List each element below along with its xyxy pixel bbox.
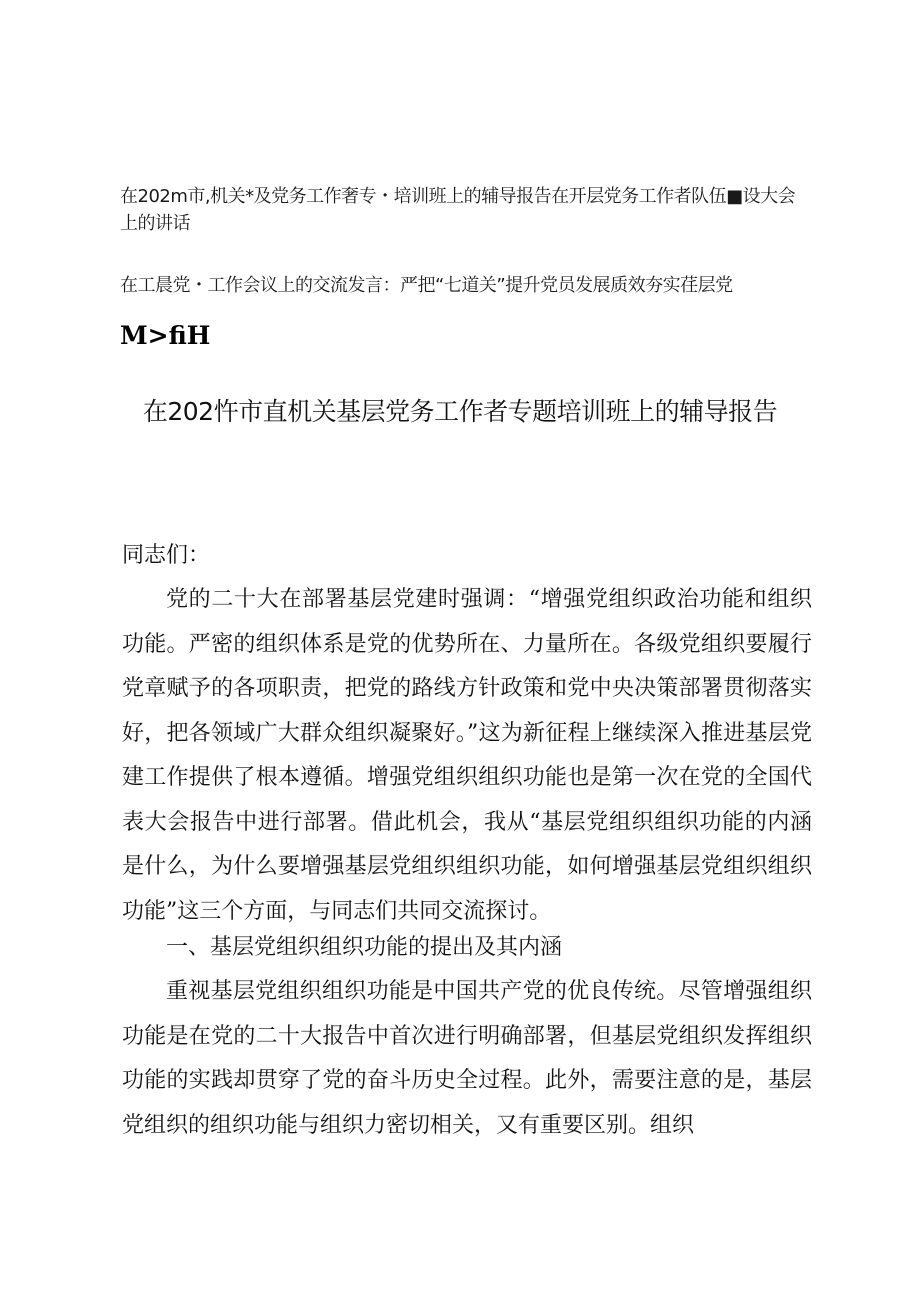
section-heading-1: 一、基层党组织组织功能的提出及其内涵	[166, 935, 563, 960]
body-paragraph-2: 重视基层党组织组织功能是中国共产党的优良传统。尽管增强组织功能是在党的二十大报告中首次进行明确部署，但基层党组织发挥组织功能的实践却贯穿了党的奋斗历史全过程。此外，需要注意的是，基层党组织的组织功能与组织力密切相关，又有重要区别。组织	[122, 979, 812, 1138]
related-article-title-1: 在202m市,机关*及党务工作奢专・培训班上的辅导报告在开层党务工作者队伍■设大会上的讲话	[120, 186, 796, 234]
body-paragraph-1: 党的二十大在部署基层党建时强调：“增强党组织政治功能和组织功能。严密的组织体系是党的优势所在、力量所在。各级党组织要履行党章赋予的各项职责，把党的路线方针政策和党中央决策部署贯彻落实好，把各领域广大群众组织凝聚好。”这为新征程上继续深入推进基层党建工作提供了根本遵循。增强党组织组织功能也是第一次在党的全国代表大会报告中进行部署。借此机会，我从“基层党组织组织功能的内涵是什么，为什么要增强基层党组织组织功能，如何增强基层党组织组织功能”这三个方面，与同志们共同交流探讨。	[122, 587, 812, 924]
page-title: 在202忤市直机关基层党务工作者专题培训班上的辅导报告	[142, 397, 778, 426]
related-article-title-2	[120, 272, 810, 299]
related-article-title-2-text: 在工晨党・工作会议上的交流发言：严把“七道关”提升党员发展质效夯实荏层党	[120, 275, 733, 296]
salutation: 同志们：	[122, 543, 211, 568]
ocr-label: M>fiH	[120, 321, 211, 350]
